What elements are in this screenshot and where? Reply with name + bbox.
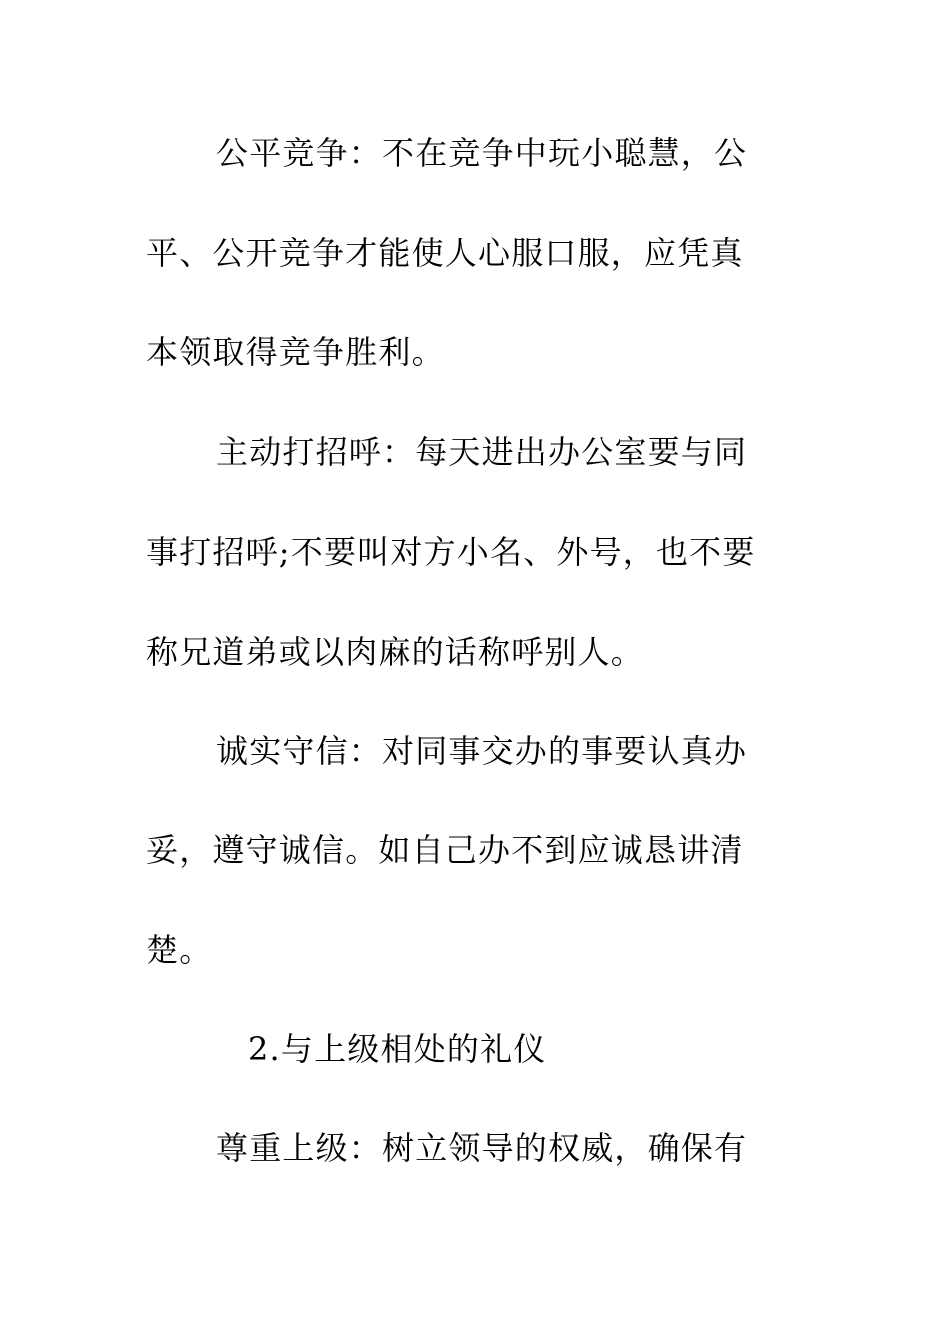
paragraph-1-line-1: 公平竞争：不在竞争中玩小聪慧，公: [216, 134, 748, 172]
paragraph-4-line-1: 尊重上级：树立领导的权威，确保有: [216, 1129, 748, 1167]
paragraph-3-line-2: 妥，遵守诚信。如自己办不到应诚恳讲清: [146, 831, 744, 869]
paragraph-1-line-3: 本领取得竞争胜利。: [146, 333, 445, 371]
paragraph-3-line-3: 楚。: [146, 931, 213, 969]
paragraph-1-line-2: 平、公开竞争才能使人心服口服，应凭真: [146, 234, 744, 272]
paragraph-2-line-3: 称兄道弟或以肉麻的话称呼别人。: [146, 633, 645, 671]
paragraph-2-line-1: 主动打招呼：每天进出办公室要与同: [216, 433, 748, 471]
paragraph-2-line-2: 事打招呼;不要叫对方小名、外号，也不要: [146, 533, 756, 571]
paragraph-3-line-1: 诚实守信：对同事交办的事要认真办: [216, 732, 748, 770]
section-heading: 2.与上级相处的礼仪: [248, 1030, 547, 1068]
